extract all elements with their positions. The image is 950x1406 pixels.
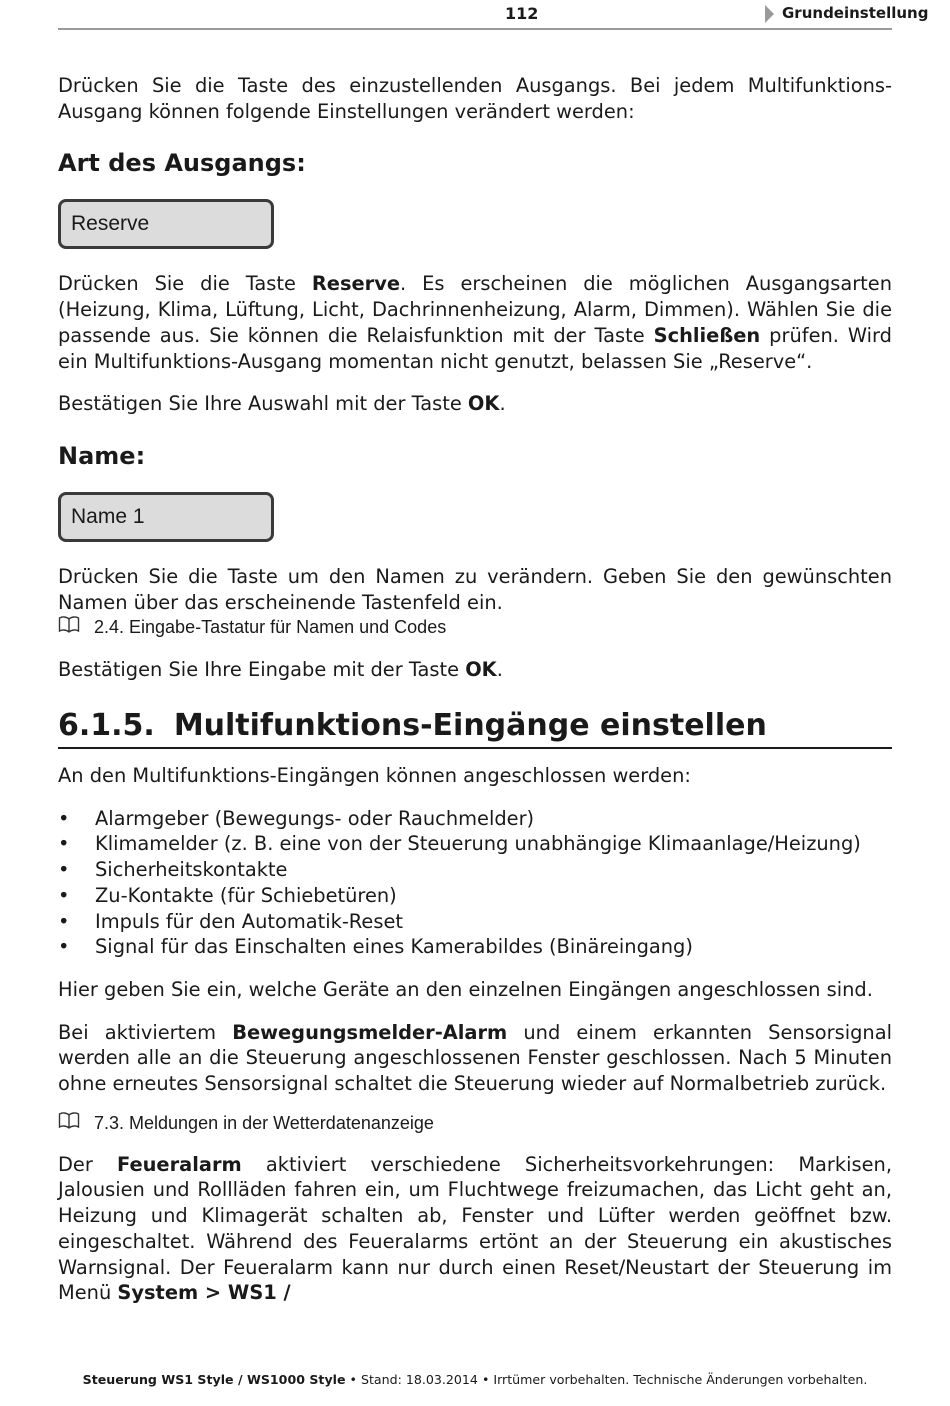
book-icon xyxy=(58,1111,80,1136)
footer-product: Steuerung WS1 Style / WS1000 Style xyxy=(82,1372,346,1387)
cross-reference-text: 7.3. Meldungen in der Wetterdatenanzeige xyxy=(94,1112,434,1133)
section-title: Multifunktions-Eingänge einstellen xyxy=(173,708,767,744)
chapter-title: Grundeinstellung xyxy=(782,4,929,22)
inputs-paragraph: Hier geben Sie ein, welche Geräte an den einzelnen Eingängen angeschlossen sind. xyxy=(58,977,873,1001)
name-button[interactable]: Name 1 xyxy=(58,492,274,542)
footer-date: Stand: 18.03.2014 xyxy=(360,1372,478,1387)
footer-notice: Irrtümer vorbehalten. Technische Änderungen vorbehalten. xyxy=(493,1372,868,1387)
list-item: • Zu-Kontakte (für Schiebetüren) xyxy=(58,883,892,909)
list-item: • Sicherheitskontakte xyxy=(58,857,892,883)
name-heading: Name: xyxy=(58,441,146,470)
art-confirm-paragraph: Bestätigen Sie Ihre Auswahl mit der Taste OK. xyxy=(58,392,506,416)
section-heading xyxy=(58,707,892,749)
page-footer: Steuerung WS1 Style / WS1000 Style • Stand: 18.03.2014 • Irrtümer vorbehalten. Technische Änderungen vorbehalten. xyxy=(82,1372,868,1387)
name-cross-reference xyxy=(58,615,892,640)
section-cross-reference xyxy=(58,1111,892,1136)
section-intro: An den Multifunktions-Eingängen können angeschlossen werden: xyxy=(58,764,691,788)
list-item: • Alarmgeber (Bewegungs- oder Rauchmelder) xyxy=(58,806,892,832)
page-content xyxy=(58,73,892,1306)
art-paragraph: Drücken Sie die Taste Reserve. Es erscheinen die möglichen Ausgangsarten (Heizung, Klima, Lüftung, Licht, Dachrinnenheizung, Alarm, Dimmen). Wählen Sie die passende aus. Sie können die Relaisfunktion mit der Taste Schließen prüfen. Wird ein Multifunktions-Ausgang momentan nicht genutzt, belassen Sie „Reserve“. xyxy=(58,272,892,373)
page-number: 112 xyxy=(505,4,539,23)
input-types-list xyxy=(58,806,892,960)
art-heading: Art des Ausgangs: xyxy=(58,149,306,178)
cross-reference-text: 2.4. Eingabe-Tastatur für Namen und Codes xyxy=(94,617,447,638)
section-number: 6.1.5. xyxy=(58,708,155,744)
name-confirm-paragraph: Bestätigen Sie Ihre Eingabe mit der Taste OK. xyxy=(58,658,503,682)
name-paragraph: Drücken Sie die Taste um den Namen zu verändern. Geben Sie den gewünschten Namen über das erscheinende Tastenfeld ein. xyxy=(58,564,892,614)
reserve-button[interactable]: Reserve xyxy=(58,199,274,249)
list-item: • Signal für das Einschalten eines Kamerabildes (Binäreingang) xyxy=(58,934,892,960)
book-icon xyxy=(58,615,80,640)
list-item: • Impuls für den Automatik-Reset xyxy=(58,909,892,935)
fire-alarm-paragraph: Der Feueralarm aktiviert verschiedene Sicherheitsvorkehrungen: Markisen, Jalousien und Rollläden fahren ein, um Fluchtwege freizumachen, das Licht geht an, Heizung und Klimagerät schalten ab, Fenster und Lüfter werden geöffnet bzw. eingeschaltet. Während des Feueralarms ertönt an der Steuerung ein akustisches Warnsignal. Der Feueralarm kann nur durch einen Reset/Neustart der Steuerung im Menü System > WS1 / xyxy=(58,1152,892,1305)
intro-paragraph: Drücken Sie die Taste des einzustellenden Ausgangs. Bei jedem Multifunktions-Ausgang können folgende Einstellungen verändert werden: xyxy=(58,74,892,123)
page-header xyxy=(58,0,929,30)
motion-alarm-paragraph: Bei aktiviertem Bewegungsmelder-Alarm und einem erkannten Sensorsignal werden alle an die Steuerung angeschlossenen Fenster geschlossen. Nach 5 Minuten ohne erneutes Sensorsignal schaltet die Steuerung wieder auf Normalbetrieb zurück. xyxy=(58,1020,892,1096)
chapter-arrow-icon xyxy=(765,5,774,23)
list-item: • Klimamelder (z. B. eine von der Steuerung unabhängige Klimaanlage/Heizung) xyxy=(58,831,892,857)
